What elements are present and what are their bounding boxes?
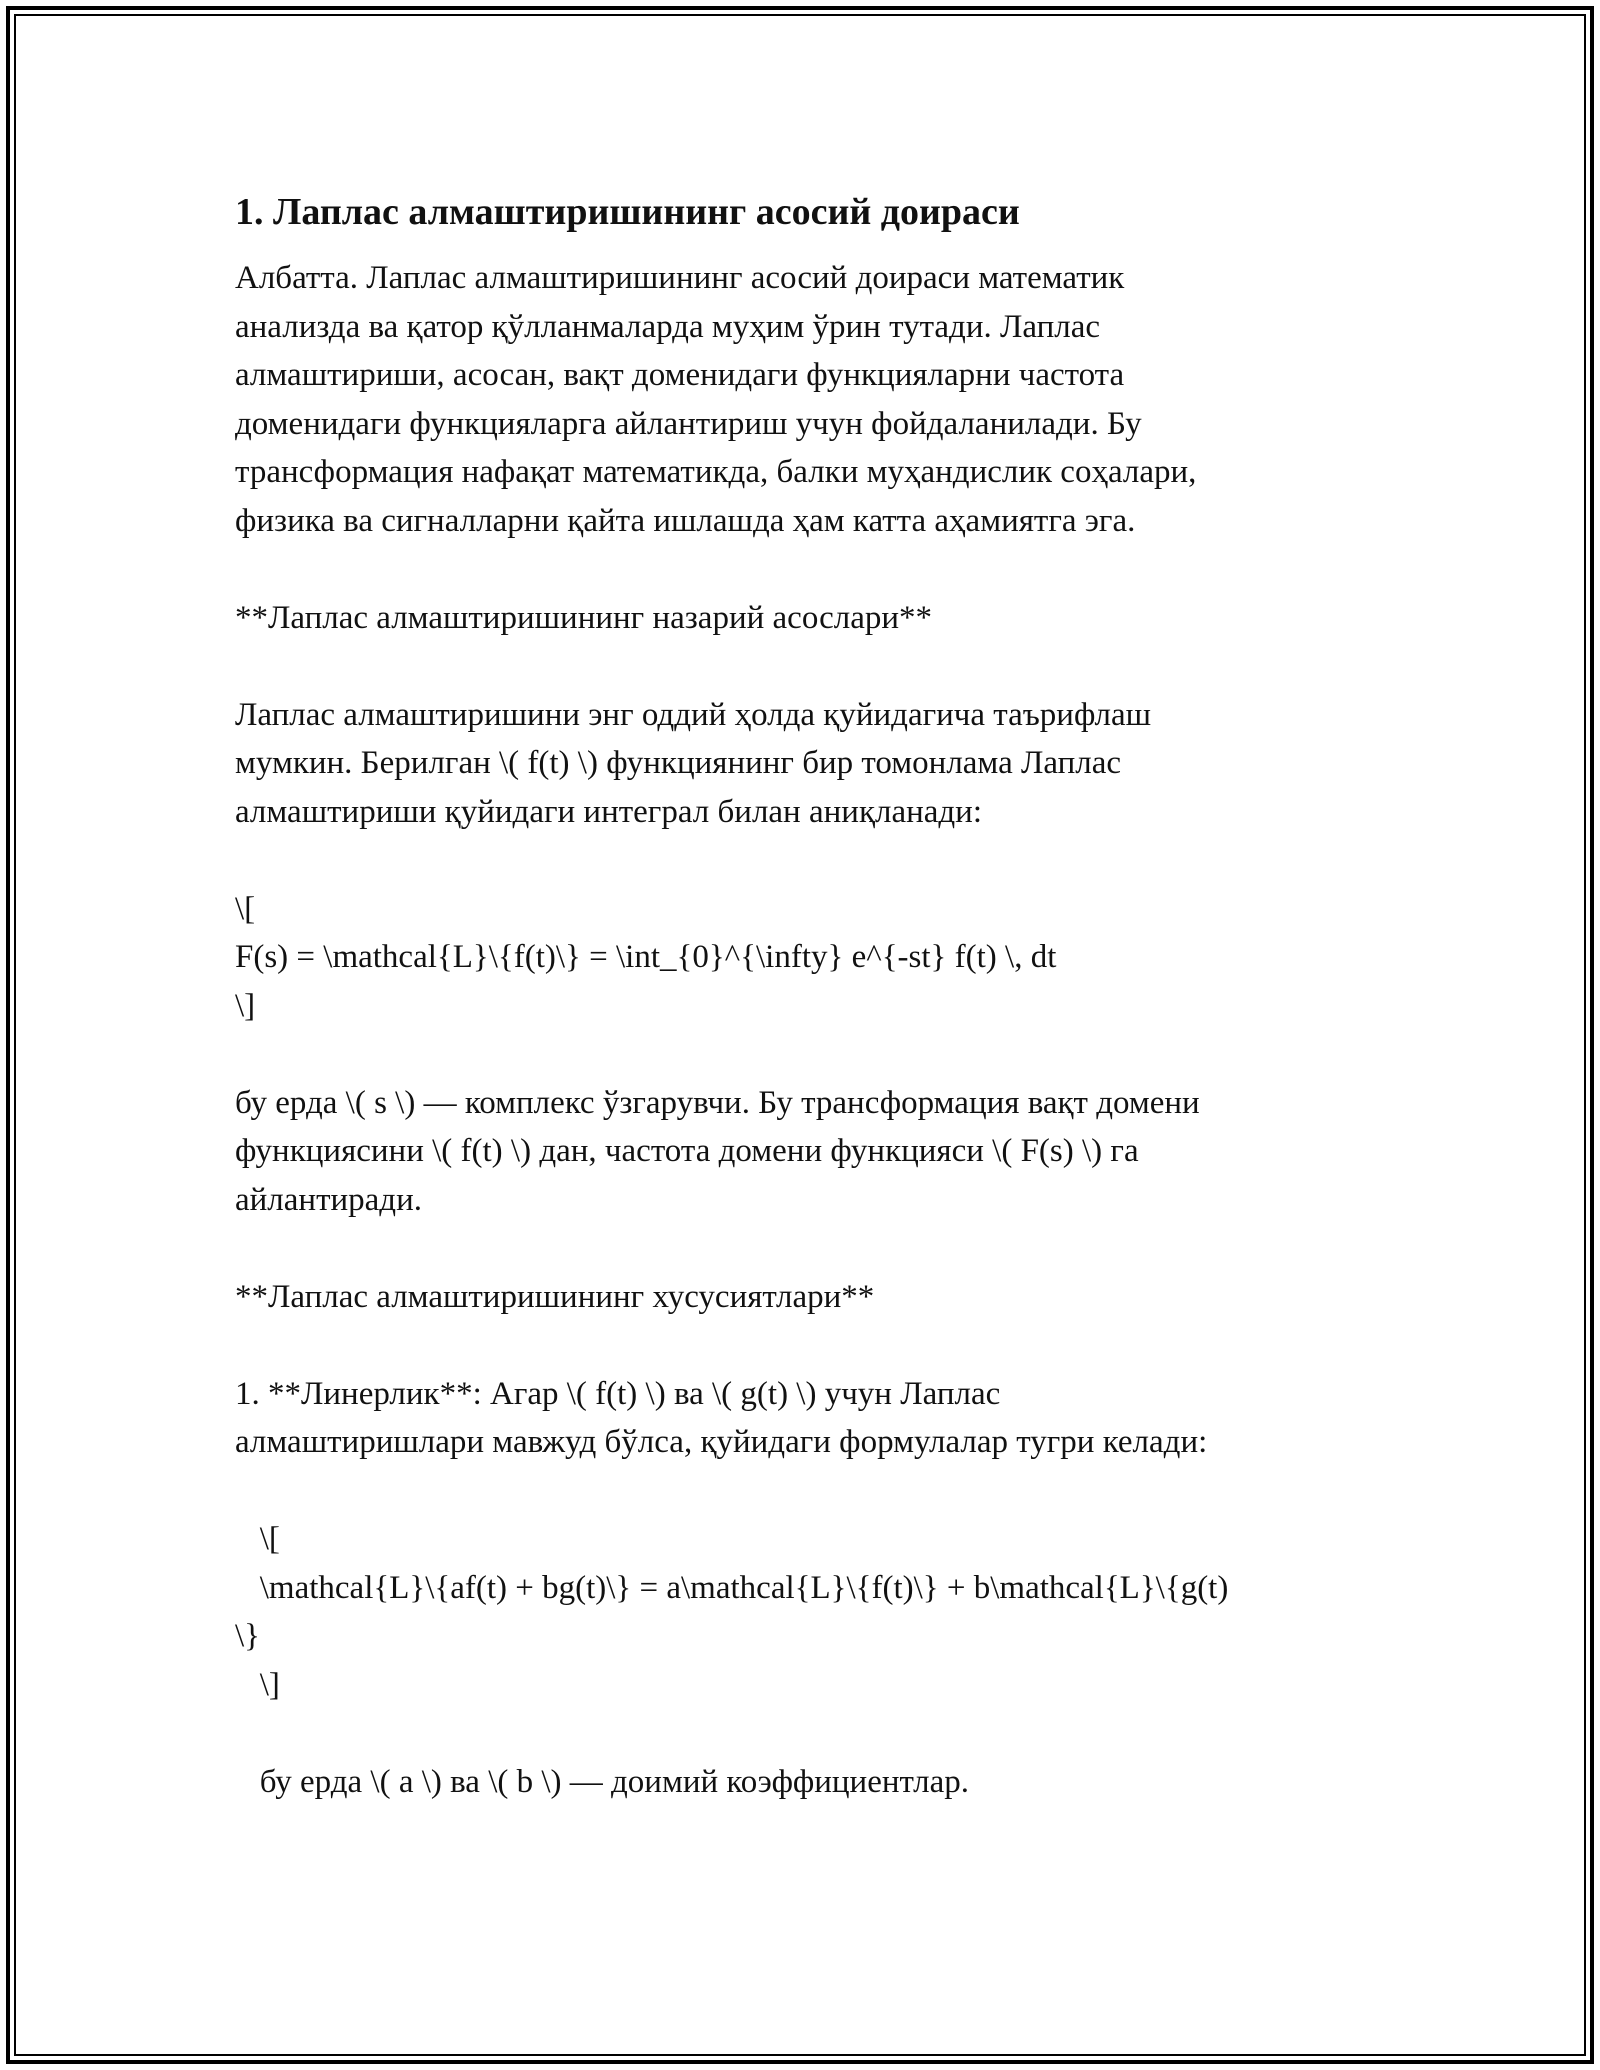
linearity-formula-body: \mathcal{L}\{af(t) + bg(t)\} = a\mathcal{L}\{f(t)\} + b\mathcal{L}\{g(t) <box>235 1569 1229 1606</box>
laplace-formula-block <box>235 885 1365 1031</box>
formula-open: \[ <box>235 890 256 927</box>
intro-line-2: анализда ва қатор қўлланмаларда муҳим ўрин тутади. Лаплас <box>235 308 1101 345</box>
intro-paragraph <box>235 254 1365 545</box>
linearity-line-1: 1. **Линерлик**: Агар \( f(t) \) ва \( g(t) \) учун Лаплас <box>235 1375 1001 1412</box>
intro-line-5: трансформация нафақат математикда, балки муҳандислик соҳалари, <box>235 454 1197 490</box>
definition-paragraph <box>235 691 1365 837</box>
intro-line-1: Албатта. Лаплас алмаштиришининг асосий доираси математик <box>235 260 1125 296</box>
linearity-item <box>235 1370 1365 1467</box>
section-title: 1. Лаплас алмаштиришининг асосий доираси <box>235 191 1020 233</box>
linearity-line-2: алмаштиришлари мавжуд бўлса, қуйидаги формулалар тугри келади: <box>235 1424 1208 1460</box>
explanation-line-1: бу ерда \( s \) — комплекс ўзгарувчи. Бу трансформация вақт домени <box>235 1084 1200 1121</box>
formula-laplace: F(s) = \mathcal{L}\{f(t)\} = \int_{0}^{\infty} e^{-st} f(t) \, dt <box>235 939 1057 975</box>
intro-line-4: доменидаги функцияларга айлантириш учун фойдаланилади. Бу <box>235 405 1142 442</box>
definition-line-1: Лаплас алмаштиришини энг оддий ҳолда қуйидагича таърифлаш <box>235 696 1152 733</box>
coefficients-note: бу ерда \( a \) ва \( b \) — доимий коэффициентлар. <box>235 1763 969 1800</box>
explanation-line-3: айлантиради. <box>235 1181 423 1218</box>
explanation-paragraph <box>235 1079 1365 1225</box>
definition-line-2: мумкин. Берилган \( f(t) \) функциянинг бир томонлама Лаплас <box>235 745 1122 781</box>
linearity-formula-open: \[ <box>235 1521 280 1557</box>
intro-line-3: алмаштириши, асосан, вақт доменидаги функцияларни частота <box>235 357 1125 393</box>
linearity-formula-wrap: \} <box>235 1618 261 1654</box>
explanation-line-2: функциясини \( f(t) \) дан, частота домени функцияси \( F(s) \) га <box>235 1133 1139 1169</box>
formula-close: \] <box>235 987 256 1024</box>
document-body <box>235 186 1365 1806</box>
properties-heading: **Лаплас алмаштиришининг хусусиятлари** <box>235 1278 875 1315</box>
linearity-formula-block <box>235 1515 1365 1709</box>
theory-heading: **Лаплас алмаштиришининг назарий асослари** <box>235 599 933 636</box>
definition-line-3: алмаштириши қуйидаги интеграл билан аниқланади: <box>235 793 983 830</box>
linearity-formula-close: \] <box>235 1666 280 1703</box>
intro-line-6: физика ва сигналларни қайта ишлашда ҳам катта аҳамиятга эга. <box>235 502 1136 539</box>
